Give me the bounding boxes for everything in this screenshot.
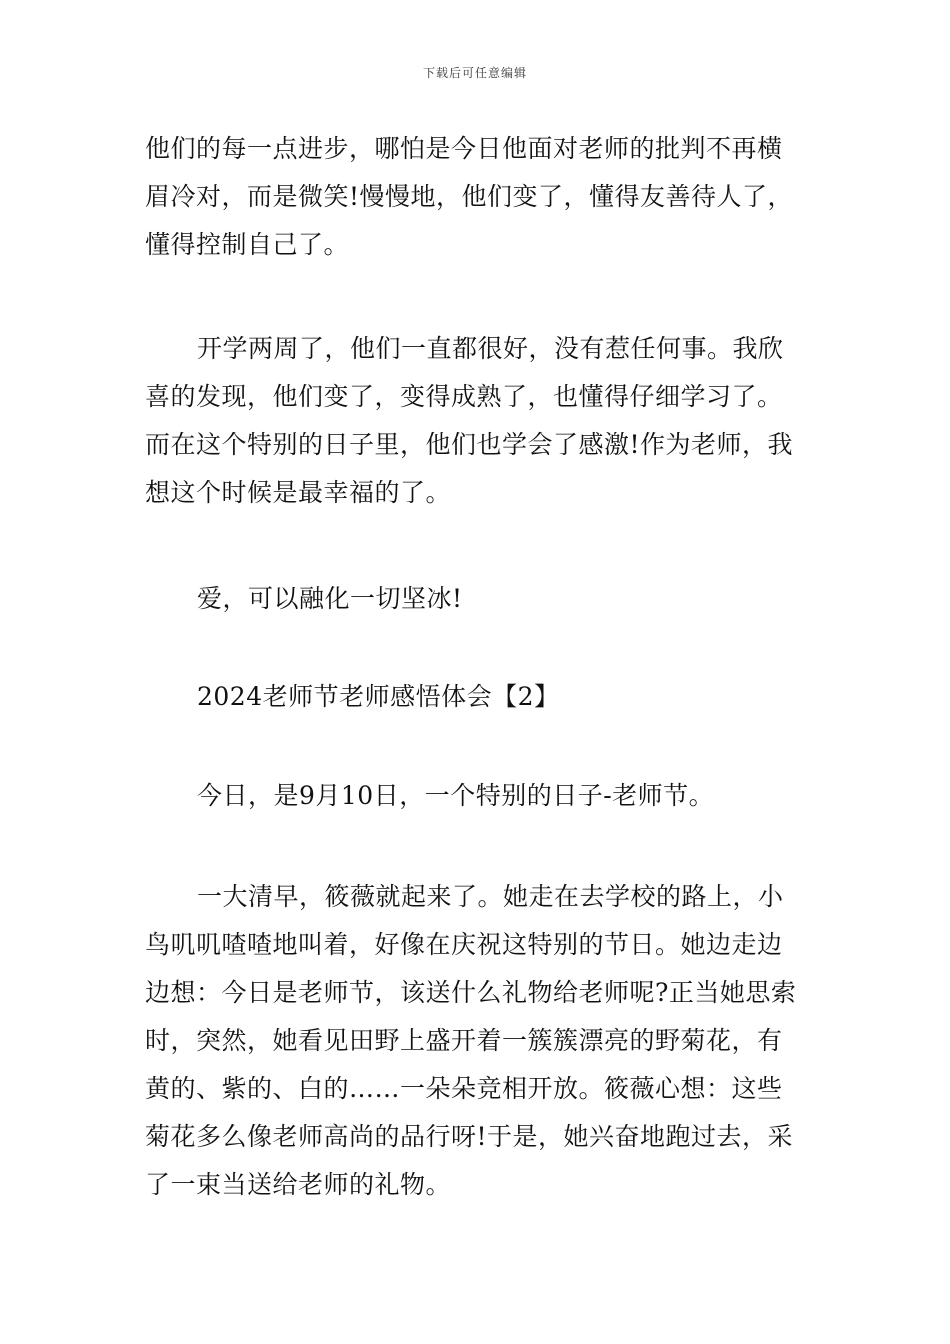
text-line: 鸟叽叽喳喳地叫着，好像在庆祝这特别的节日。她边走边	[145, 930, 783, 959]
text-line: 懂得控制自己了。	[145, 230, 350, 259]
paragraph-5	[145, 873, 796, 1209]
paragraph-3	[145, 575, 463, 623]
paragraph-4	[145, 772, 714, 820]
text-line: 喜的发现，他们变了，变得成熟了，也懂得仔细学习了。	[145, 382, 783, 411]
paragraph-1	[145, 125, 793, 269]
text-line: 想这个时候是最幸福的了。	[145, 478, 452, 507]
text-line: 今日，是9月10日，一个特别的日子-老师节。	[197, 781, 715, 810]
text-line: 黄的、紫的、白的……一朵朵竞相开放。筱薇心想：这些	[145, 1074, 783, 1103]
text-line: 菊花多么像老师高尚的品行呀!于是，她兴奋地跑过去，采	[145, 1122, 794, 1151]
section-heading	[145, 673, 560, 721]
page-header: 下载后可任意编辑	[422, 66, 527, 80]
text-line: 了一束当送给老师的礼物。	[145, 1170, 452, 1199]
text-line: 而在这个特别的日子里，他们也学会了感激!作为老师，我	[145, 430, 794, 459]
text-line: 开学两周了，他们一直都很好，没有惹任何事。我欣	[197, 334, 784, 363]
text-line: 边想：今日是老师节，该送什么礼物给老师呢?正当她思索	[145, 978, 797, 1007]
text-line: 爱，可以融化一切坚冰!	[197, 584, 463, 613]
paragraph-2	[145, 325, 793, 517]
text-line: 眉冷对，而是微笑!慢慢地，他们变了，懂得友善待人了，	[145, 182, 794, 211]
heading-text: 2024老师节老师感悟体会【2】	[197, 682, 560, 711]
text-line: 他们的每一点进步，哪怕是今日他面对老师的批判不再横	[145, 134, 783, 163]
text-line: 一大清早，筱薇就起来了。她走在去学校的路上，小	[197, 882, 784, 911]
text-line: 时，突然，她看见田野上盛开着一簇簇漂亮的野菊花，有	[145, 1026, 783, 1055]
